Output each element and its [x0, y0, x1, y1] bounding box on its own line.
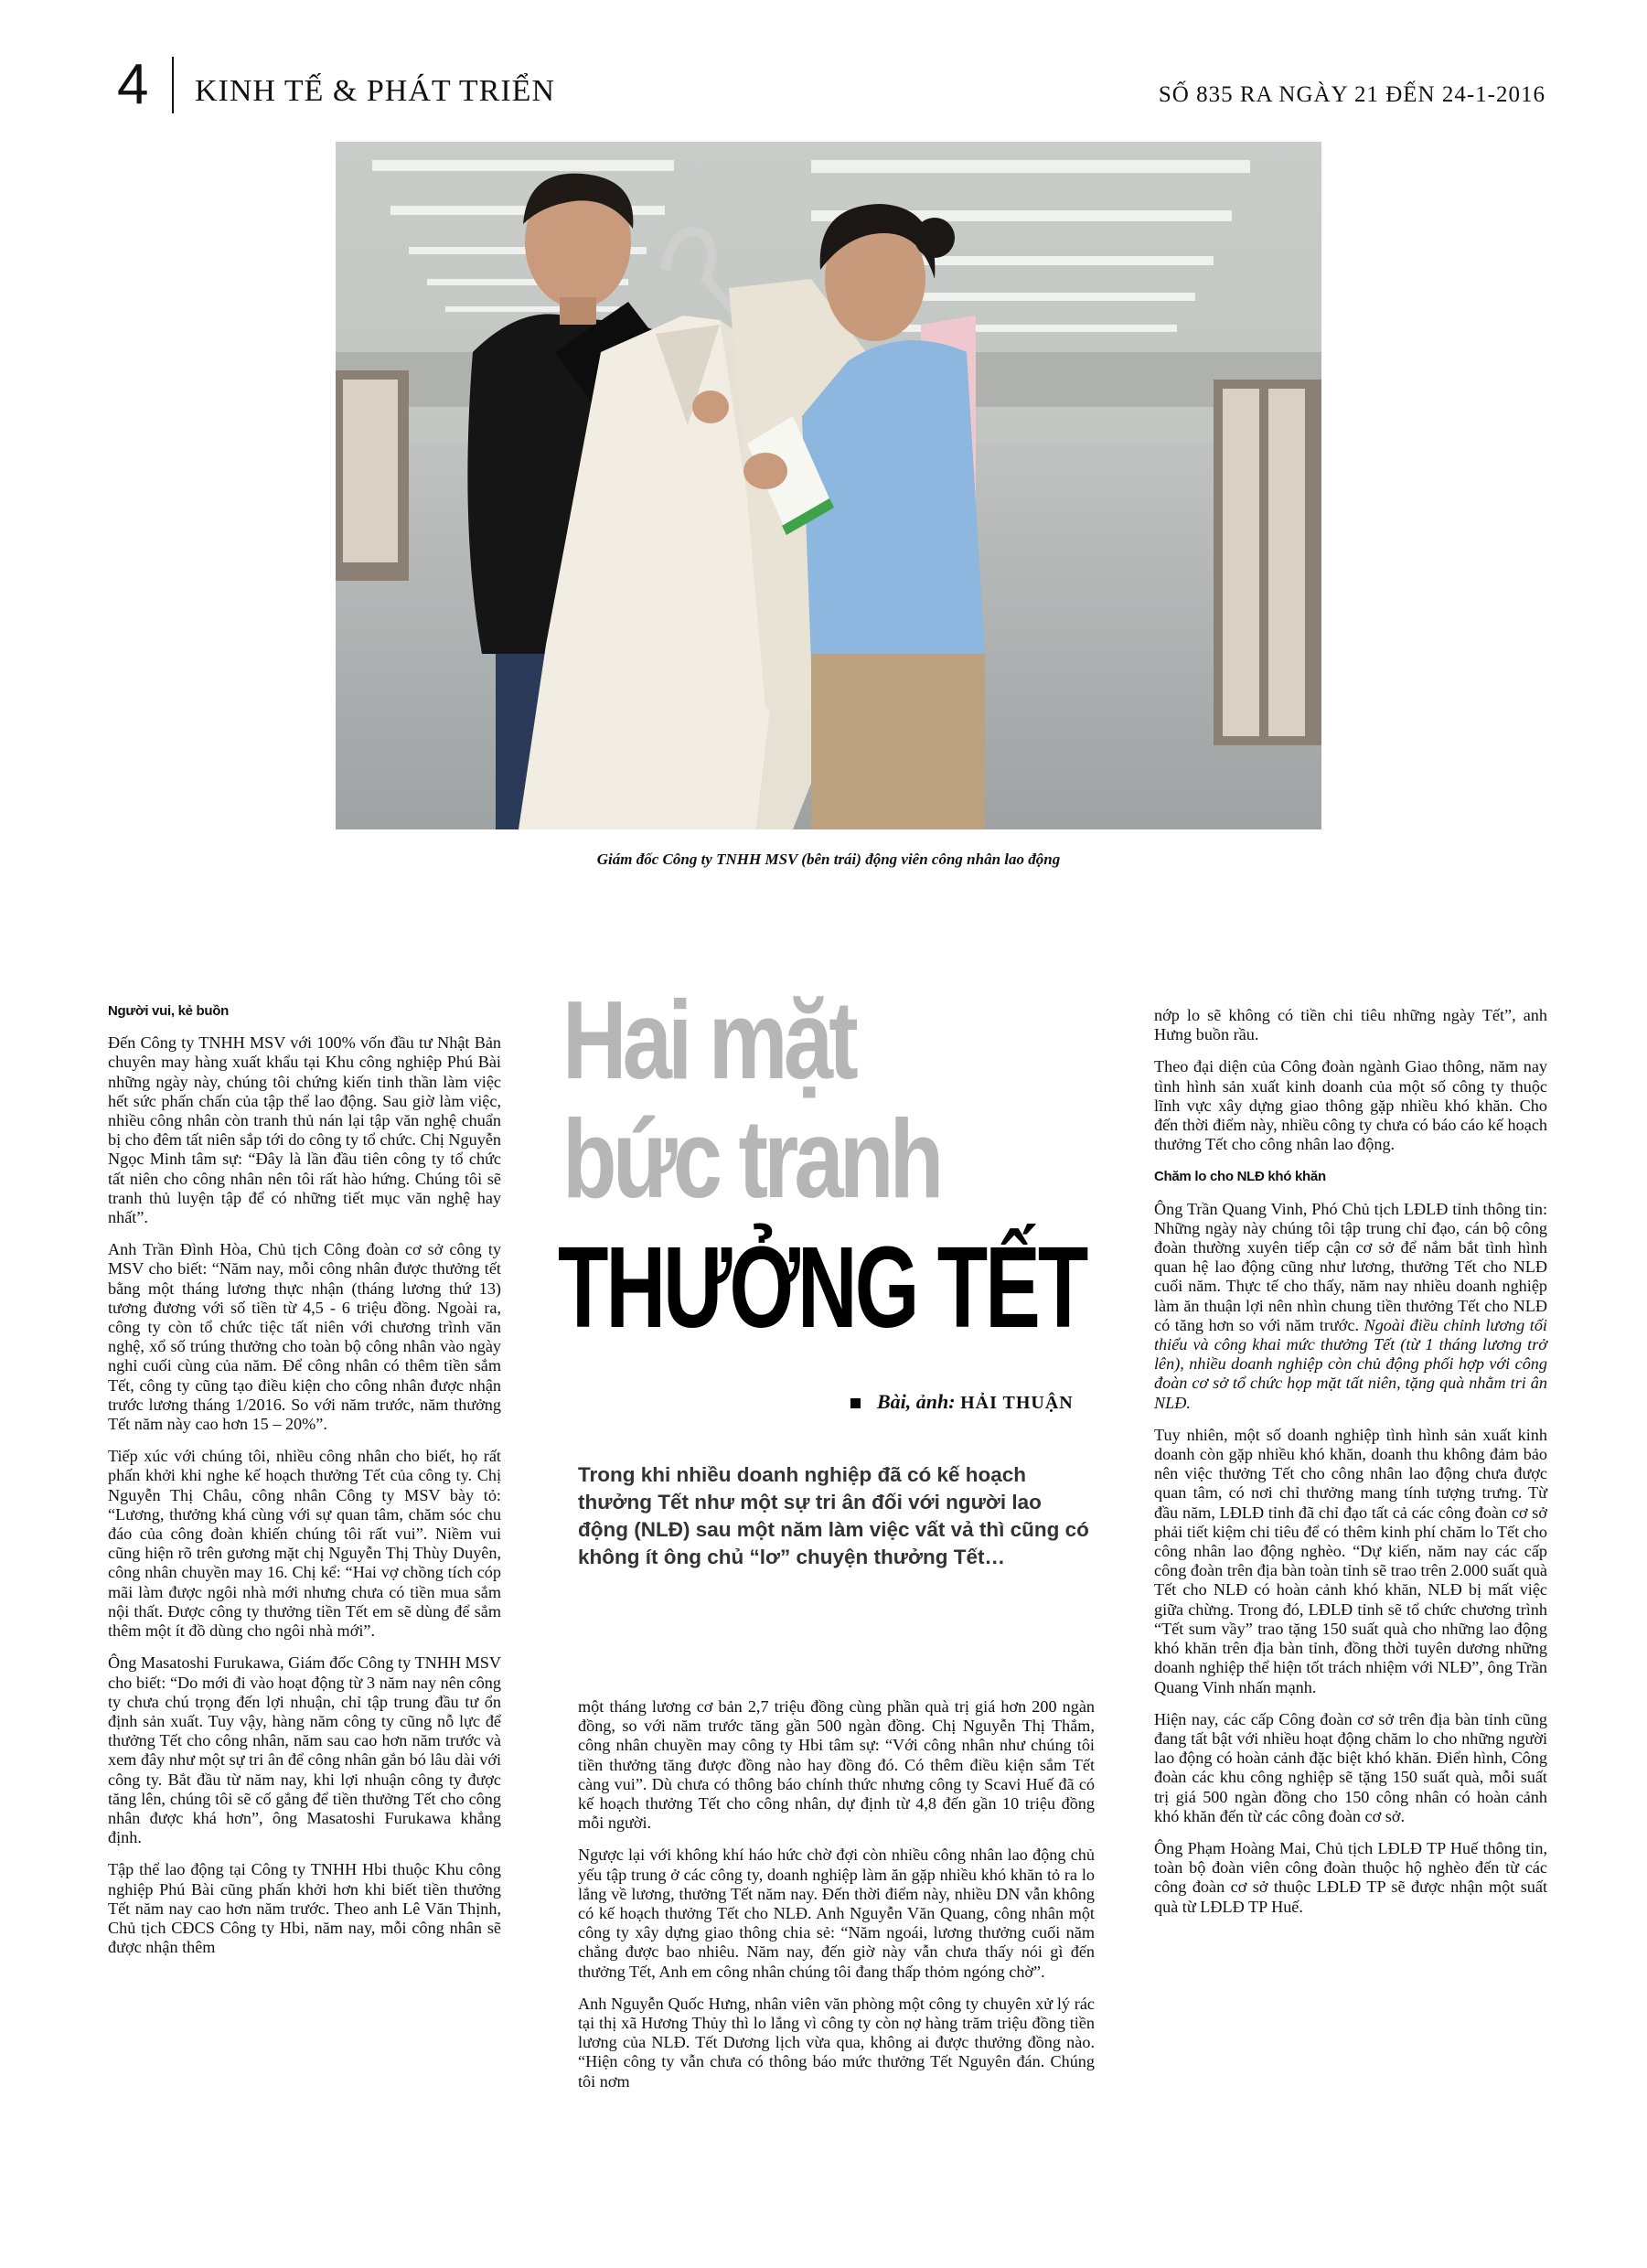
body-paragraph: một tháng lương cơ bản 2,7 triệu đồng cùng phần quà trị giá hơn 200 ngàn đồng, so với năm trước tăng gần 500 ngàn đồng. Chị Nguyễn Thị Thắm, công nhân chuyền may công ty Hbi tâm sự: “Với công nhân như chúng tôi tiền thưởng tăng được đồng nào hay đồng đó. Có thêm điều kiện sắm Tết càng vui”. Dù chưa có thông báo chính thức nhưng công ty Scavi Huế đã có kế hoạch thưởng Tết cho công nhân, dự định từ 4,8 đến gần 10 triệu đồng mỗi người.	[578, 1697, 1095, 1833]
issue-info: SỐ 835 RA NGÀY 21 ĐẾN 24-1-2016	[1158, 82, 1545, 107]
body-paragraph: Ngược lại với không khí háo hức chờ đợi còn nhiều công nhân lao động chủ yếu tập trung ở các công ty, doanh nghiệp làm ăn gặp nhiều khó khăn tỏ ra lo lắng về lương, thưởng Tết năm nay. Đến thời điểm này, nhiều DN vẫn không có kế hoạch thưởng Tết cho NLĐ. Anh Nguyễn Văn Quang, công nhân một công ty xây dựng giao thông chia sẻ: “Năm ngoái, lương thưởng cuối năm chẳng được bao nhiêu. Năm nay, đến giờ này vẫn chưa thấy nói gì đến thưởng Tết, Anh em công nhân chúng tôi đang thấp thỏm ngóng chờ”.	[578, 1845, 1095, 1981]
byline-name: HẢI THUẬN	[960, 1393, 1074, 1413]
section-title: KINH TẾ & PHÁT TRIỂN	[195, 74, 555, 108]
page-number: 4	[117, 53, 149, 116]
body-paragraph: Anh Nguyễn Quốc Hưng, nhân viên văn phòng một công ty chuyên xử lý rác tại thị xã Hương Thủy thì lo lắng vì công ty còn nợ hàng trăm triệu đồng tiền lương của NLĐ. Tết Dương lịch vừa qua, không ai được thưởng đồng nào. “Hiện công ty vẫn chưa có thông báo mức thưởng Tết Nguyên đán. Chúng tôi nơm	[578, 1994, 1095, 2091]
body-paragraph	[1154, 1200, 1547, 1413]
subhead-cham-lo: Chăm lo cho NLĐ khó khăn	[1154, 1169, 1326, 1185]
center-column	[578, 1697, 1095, 2091]
body-paragraph: Tuy nhiên, một số doanh nghiệp tình hình sản xuất kinh doanh còn gặp nhiều khó khăn, doanh thu không đảm bảo nên việc thưởng Tết cho công nhân lao động chưa được quan tâm, có nơi chỉ thưởng mang tính tượng trưng. Từ đầu năm, LĐLĐ tỉnh đã chỉ đạo tất cả các công đoàn cơ sở phải tiết kiệm chi tiêu để có thêm kinh phí chăm lo Tết cho công nhân lao động nghèo. “Dự kiến, năm nay các cấp công đoàn trên địa bàn toàn tỉnh sẽ trao trên 2.000 suất quà Tết cho NLĐ có hoàn cảnh khó khăn, NLĐ bị mất việc giữa chừng. Trong đó, LĐLĐ tỉnh sẽ tổ chức chương trình “Tết sum vầy” trao tặng 150 suất quà cho những lao động khó khăn trên địa bàn tỉnh, đồng thời tuyên dương những doanh nghiệp thể hiện tốt trách nhiệm với NLĐ”, ông Trần Quang Vinh nhấn mạnh.	[1154, 1425, 1547, 1696]
article-photo	[336, 142, 1321, 829]
headline-line-2: bức tranh	[562, 1097, 940, 1221]
body-paragraph: Đến Công ty TNHH MSV với 100% vốn đầu tư Nhật Bản chuyên may hàng xuất khẩu tại Khu công nghiệp Phú Bài những ngày này, chúng tôi chứng kiến tinh thần làm việc hết sức phấn chấn của tập thể lao động. Sau giờ làm việc, nhiều công nhân còn tranh thủ nán lại tập văn nghệ chuẩn bị cho đêm tất niên sắp tới do công ty tổ chức. Chị Nguyễn Ngọc Minh tâm sự: “Đây là lần đầu tiên công ty tổ chức tất niên cho công nhân nên tôi rất hào hứng. Chúng tôi sẽ tranh thủ luyện tập để có những tiết mục văn nghệ hay nhất”.	[108, 1033, 501, 1227]
headline-line-1: Hai mặt	[562, 978, 854, 1102]
right-column	[1154, 1006, 1547, 1917]
body-paragraph: Ông Phạm Hoàng Mai, Chủ tịch LĐLĐ TP Huế thông tin, toàn bộ đoàn viên công đoàn thuộc hộ nghèo đến từ các công đoàn cơ sở thuộc LĐLĐ TP sẽ được nhận một suất quà từ LĐLĐ TP Huế.	[1154, 1838, 1547, 1916]
subhead-nguoi-vui: Người vui, kẻ buồn	[108, 1003, 229, 1019]
body-italic-text: Ngoài điều chỉnh lương tối thiểu và công khai mức thưởng Tết (từ 1 tháng lương trở lên), nhiều doanh nghiệp còn chủ động phối hợp với công đoàn cơ sở tổ chức họp mặt tất niên, tặng quà nhằm tri ân NLĐ.	[1154, 1315, 1547, 1412]
headline-line-3: THƯỞNG TẾT	[558, 1223, 1086, 1352]
body-text: Ông Trần Quang Vinh, Phó Chủ tịch LĐLĐ tỉnh thông tin: Những ngày này chúng tôi tập trung chỉ đạo, cán bộ công đoàn thường xuyên tiếp cận cơ sở để nắm bắt tình hình quan hệ lao động cũng như lương, thưởng Tết cho NLĐ cuối năm. Thực tế cho thấy, năm nay nhiều doanh nghiệp làm ăn thuận lợi nên nhìn chung tiền thưởng Tết cho NLĐ có tăng hơn so với năm trước.	[1154, 1199, 1547, 1334]
body-paragraph: Tập thể lao động tại Công ty TNHH Hbi thuộc Khu công nghiệp Phú Bài cũng phấn khởi hơn khi biết tiền thưởng Tết năm nay cao hơn năm trước. Theo anh Lê Văn Thịnh, Chủ tịch CĐCS Công ty Hbi, năm nay, mỗi công nhân sẽ được nhận thêm	[108, 1860, 501, 1957]
body-paragraph: Theo đại diện của Công đoàn ngành Giao thông, năm nay tình hình sản xuất kinh doanh của một số công ty thuộc lĩnh vực xây dựng giao thông gặp nhiều khó khăn. Cho đến thời điểm này, nhiều công ty chưa có báo cáo kế hoạch thưởng Tết cho công nhân lao động.	[1154, 1057, 1547, 1154]
byline	[850, 1390, 1074, 1414]
photo-caption: Giám đốc Công ty TNHH MSV (bên trái) động viên công nhân lao động	[596, 850, 1061, 868]
body-paragraph: Ông Masatoshi Furukawa, Giám đốc Công ty TNHH MSV cho biết: “Do mới đi vào hoạt động từ 3 năm nay nên công ty chưa chú trọng đến lợi nhuận, chỉ tập trung đầu tư ổn định sản xuất. Tuy vậy, hàng năm công ty cũng nỗ lực để thưởng Tết cho công nhân, năm sau cao hơn năm trước và xem đây như một sự tri ân để công nhân gắn bó lâu dài với công ty. Bắt đầu từ năm nay, khi lợi nhuận công ty được tăng lên, chúng tôi sẽ cố gắng để tiền thưởng Tết cho công nhân được khá hơn”, ông Masatoshi Furukawa khẳng định.	[108, 1653, 501, 1847]
byline-square-icon	[850, 1398, 861, 1408]
byline-label: Bài, ảnh:	[877, 1390, 956, 1413]
body-paragraph: Anh Trần Đình Hòa, Chủ tịch Công đoàn cơ sở công ty MSV cho biết: “Năm nay, mỗi công nhân được thưởng tết bằng một tháng lương thực nhận (tháng lương thứ 13) tương đương với số tiền từ 4,5 - 6 triệu đồng. Ngoài ra, công ty còn tổ chức tiệc tất niên với chương trình văn nghệ, xổ số trúng thưởng cho toàn bộ công nhân vào ngày nghỉ cuối cùng của năm. Để công nhân có thêm tiền sắm Tết, công ty cũng tạo điều kiện cho công nhân được nhận trước lương tháng 1/2016. So với năm trước, năm thưởng Tết năm này cao hơn 15 – 20%”.	[108, 1240, 501, 1434]
body-paragraph: Tiếp xúc với chúng tôi, nhiều công nhân cho biết, họ rất phấn khởi khi nghe kế hoạch thưởng Tết của công ty. Chị Nguyễn Thị Châu, công nhân Công ty MSV bày tỏ: “Lương, thưởng khá cùng với sự quan tâm, chăm sóc chu đáo của công đoàn khiến chúng tôi rất vui”. Niềm vui cũng hiện rõ trên gương mặt chị Nguyễn Thị Thùy Duyên, công nhân chuyền may 16. Chị kể: “Hai vợ chồng tích cóp mãi làm được ngôi nhà mới nhưng chưa có tiền mua sắm nội thất. Được công ty thưởng tiền Tết em sẽ dùng để sắm thêm một ít đồ dùng cho ngôi nhà mới”.	[108, 1447, 501, 1641]
body-paragraph: Hiện nay, các cấp Công đoàn cơ sở trên địa bàn tỉnh cũng đang tất bật với nhiều hoạt động chăm lo cho những người lao động có hoàn cảnh đặc biệt khó khăn. Điển hình, Công đoàn các khu công nghiệp sẽ tặng 150 suất quà, mỗi suất trị giá 500 ngàn đồng cho 150 công nhân có hoàn cảnh khó khăn đến từ các công đoàn cơ sở.	[1154, 1709, 1547, 1825]
lead-paragraph: Trong khi nhiều doanh nghiệp đã có kế hoạch thưởng Tết như một sự tri ân đối với người lao động (NLĐ) sau một năm làm việc vất vả thì cũng có không ít ông chủ “lơ” chuyện thưởng Tết…	[578, 1463, 1089, 1568]
left-column	[108, 1001, 501, 1957]
body-paragraph: nớp lo sẽ không có tiền chi tiêu những ngày Tết”, anh Hưng buồn rầu.	[1154, 1006, 1547, 1044]
header-divider	[172, 57, 174, 113]
